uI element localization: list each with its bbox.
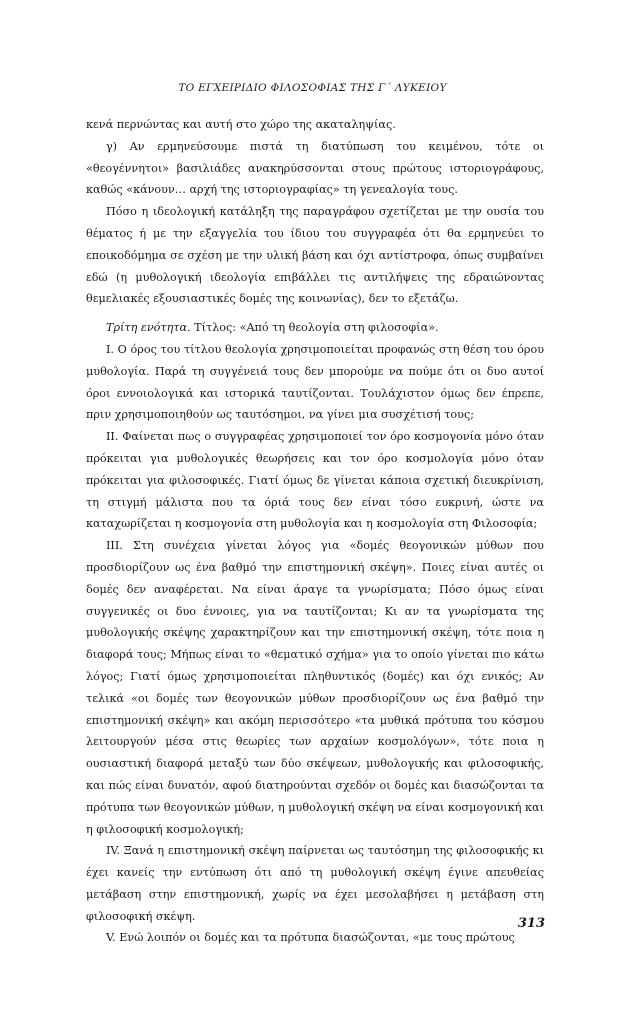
paragraph-iv: ΙV. Ξανά η επιστημονική σκέψη παίρνεται ως ταυτόσημη της φιλοσοφικής κι έχει κανείς την εντύπωση ότι από τη μυθολογική σκέψη έγινε απευθείας μετάβαση στην επιστημονική, χωρίς να έχει μεσολαβήσει η μετάβαση στη φιλοσοφική σκέψη. <box>86 844 544 923</box>
paragraph-iii: ΙΙΙ. Στη συνέχεια γίνεται λόγος για «δομές θεογονικών μύθων που προσδιορίζουν ως ένα βαθμό την επιστημονική σκέψη». Ποιες είναι αυτές οι δομές δεν αναφέρεται. Να είναι άραγε τα γνωρίσματα; Πόσο όμως είναι συγγενικές οι δυο έννοιες, για να ταυτίζονται; Κι αν τα γνωρίσματα της μυθολογικής σκέψης χαρακτηρίζουν και την επιστημονική σκέψη, τότε ποια η διαφορά τους; Μήπως είναι το «θεματικό σχήμα» για το οποίο γίνεται πιο κάτω λόγος; Γιατί όμως χρησιμοποιείται πληθυντικός (δομές) και όχι ενικός; Αν τελικά «οι δομές των θεογονικών μύθων προσδιορίζουν ως ένα βαθμό την επιστημονική σκέψη» και ακόμη περισσότερο «τα μυθικά πρότυπα του κόσμου λειτουργούν μέσα στις θεωρίες των αρχαίων κοσμολόγων», τότε ποια η ουσιαστική διαφορά μεταξύ των δύο σκέψεων, μυθολογικής και φιλοσοφικής, και πώς είναι δυνατόν, αφού διατηρούνται σχεδόν οι δομές και διασώζονται τα πρότυπα των θεογονικών μύθων, η μυθολογική σκέψη να είναι κοσμογονική και η φιλοσοφική κοσμολογική; <box>86 539 544 836</box>
paragraph-v: V. Ενώ λοιπόν οι δομές και τα πρότυπα διασώζονται, «με τους πρώτους <box>106 931 515 945</box>
paragraph-continuation: κενά περνώντας και αυτή στο χώρο της ακαταληψίας. <box>86 118 396 131</box>
running-header: ΤΟ ΕΓΧΕΙΡΙΔΙΟ ΦΙΛΟΣΟΦΙΑΣ ΤΗΣ Γ΄ ΛΥΚΕΙΟΥ <box>178 82 447 94</box>
body-text <box>86 114 544 949</box>
page-number: 313 <box>517 916 545 931</box>
paragraph-i: Ι. Ο όρος του τίτλου θεολογία χρησιμοποιείται προφανώς στη θέση του όρου μυθολογία. Παρά τη συγγένειά τους δεν μπορούμε να πούμε ότι οι δυο αυτοί όροι εννοιολογικά και ιστορικά ταυτίζονται. Τουλάχιστον όμως δεν έπρεπε, πριν χρησιμοποιηθούν ως ταυτόσημοι, να γίνει μια συσχέτισή τους; <box>86 342 544 422</box>
paragraph-ideology: Πόσο η ιδεολογική κατάληξη της παραγράφου σχετίζεται με την ουσία του θέματος ή με την εξαγγελία του ίδιου του συγγραφέα ότι θα ερμηνεύει το εποικοδόμημα σε σχέση με την υλική βάση και όχι αντίστροφα, όπως συμβαίνει εδώ (η μυθολογική ιδεολογία επιβάλλει τις αντιλήψεις της εδραιώνοντας θεμελιακές εξουσιαστικές δομές της κοινωνίας), δεν το εξετάζω. <box>86 205 544 306</box>
paragraph-ii: ΙΙ. Φαίνεται πως ο συγγραφέας χρησιμοποιεί τον όρο κοσμογονία μόνο όταν πρόκειται για μυθολογικές θεωρήσεις και τον όρο κοσμολογία μόνο όταν πρόκειται για φιλοσοφικές. Γιατί όμως δε γίνεται κάποια σχετική διευκρίνιση, τη στιγμή μάλιστα που τα όριά τους δεν είναι τόσο ευκρινή, ώστε να καταχωρίζεται η κοσμογονία στη μυθολογία και η κοσμολογία στη Φιλοσοφία; <box>86 430 544 531</box>
section-label: Τρίτη ενότητα. <box>106 321 191 335</box>
section-heading <box>86 317 544 339</box>
section-title: Τίτλος: «Από τη θεολογία στη φιλοσοφία». <box>194 321 439 335</box>
paragraph-c: γ) Αν ερμηνεύσουμε πιστά τη διατύπωση του κειμένου, τότε οι «θεογέννητοι» βασιλιάδες ανακηρύσσονται στους πρώτους ιστοριογράφους, καθώς «κάνουν… αρχή της ιστοριογραφίας» τη γενεαλογία τους. <box>86 139 544 197</box>
